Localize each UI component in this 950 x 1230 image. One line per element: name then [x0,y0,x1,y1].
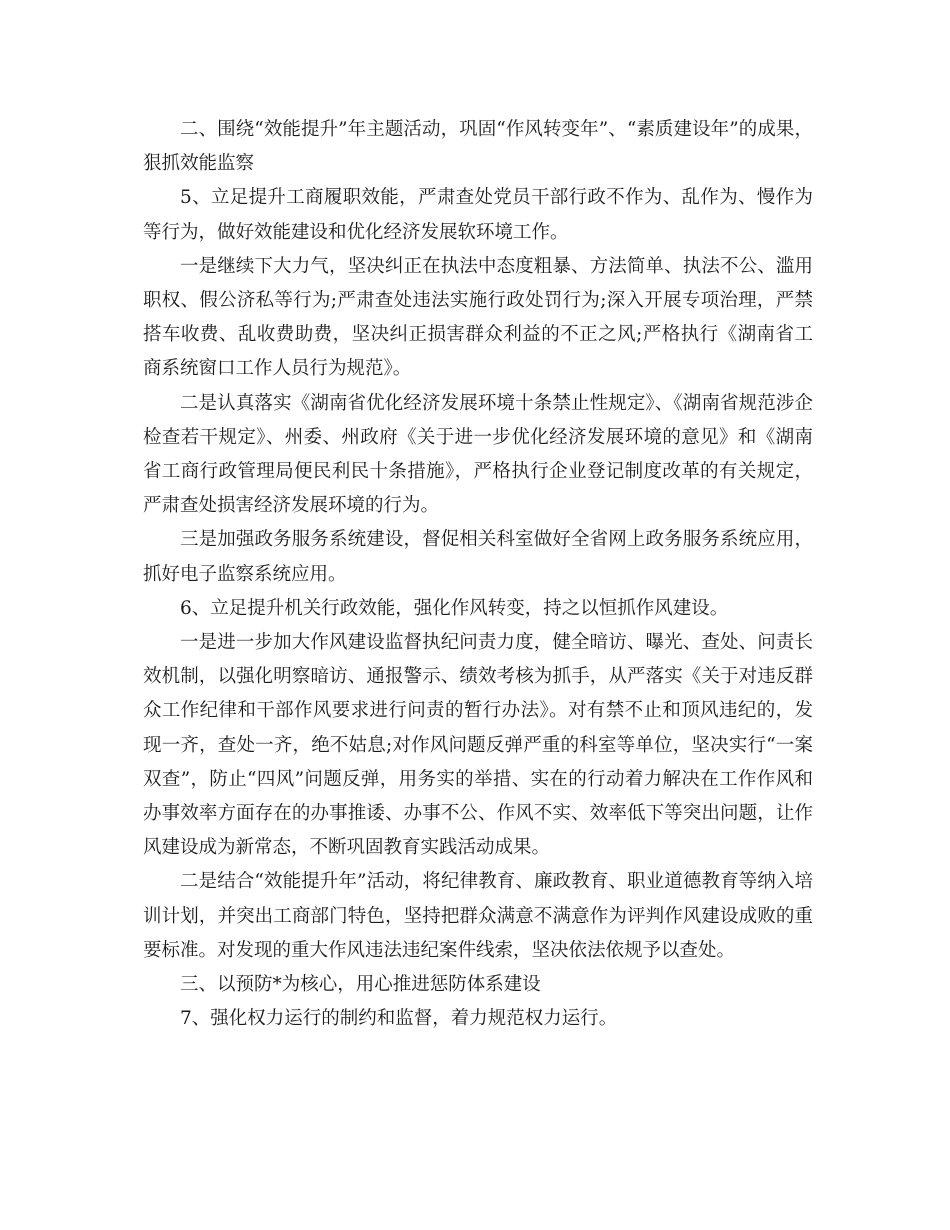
paragraph-section-2-heading: 二、围绕“效能提升”年主题活动，巩固“作风转变年”、“素质建设年”的成果，狠抓效能监察 [143,119,813,175]
paragraph-item-7: 7、强化权力运行的制约和监督，着力规范权力运行。 [180,1008,618,1030]
paragraph-item-6: 6、立足提升机关行政效能，强化作风转变，持之以恒抓作风建设。 [180,597,729,619]
document-body [143,113,813,1036]
paragraph-item-6-point-1: 一是进一步加大作风建设监督执纪问责力度，健全暗访、曝光、查处、问责长效机制，以强化明察暗访、通报警示、绩效考核为抓手，从严落实《关于对违反群众工作纪律和干部作风要求进行问责的暂行办法》。对有禁不止和顶风违纪的，发现一齐，查处一齐，绝不姑息;对作风问题反弹严重的科室等单位，坚决实行“一案双查”，防止“四风”问题反弹，用务实的举措、实在的行动着力解决在工作作风和办事效率方面存在的办事推诿、办事不公、作风不实、效率低下等突出问题，让作风建设成为新常态，不断巩固教育实践活动成果。 [143,632,813,859]
paragraph-item-5: 5、立足提升工商履职效能，严肃查处党员干部行政不作为、乱作为、慢作为等行为，做好效能建设和优化经济发展软环境工作。 [143,187,813,243]
paragraph-section-3-heading: 三、以预防*为核心，用心推进惩防体系建设 [180,974,541,996]
paragraph-item-5-point-1: 一是继续下大力气，坚决纠正在执法中态度粗暴、方法简单、执法不公、滥用职权、假公济私等行为;严肃查处违法实施行政处罚行为;深入开展专项治理，严禁搭车收费、乱收费助费，坚决纠正损害群众利益的不正之风;严格执行《湖南省工商系统窗口工作人员行为规范》。 [143,255,813,380]
paragraph-item-5-point-3: 三是加强政务服务系统建设，督促相关科室做好全省网上政务服务系统应用，抓好电子监察系统应用。 [143,529,813,585]
paragraph-item-5-point-2: 二是认真落实《湖南省优化经济发展环境十条禁止性规定》、《湖南省规范涉企检查若干规定》、州委、州政府《关于进一步优化经济发展环境的意见》和《湖南省工商行政管理局便民利民十条措施》，严格执行企业登记制度改革的有关规定，严肃查处损害经济发展环境的行为。 [143,392,813,517]
paragraph-item-6-point-2: 二是结合“效能提升年”活动，将纪律教育、廉政教育、职业道德教育等纳入培训计划，并突出工商部门特色，坚持把群众满意不满意作为评判作风建设成败的重要标准。对发现的重大作风违法违纪案件线索，坚决依法依规予以查处。 [143,871,813,961]
